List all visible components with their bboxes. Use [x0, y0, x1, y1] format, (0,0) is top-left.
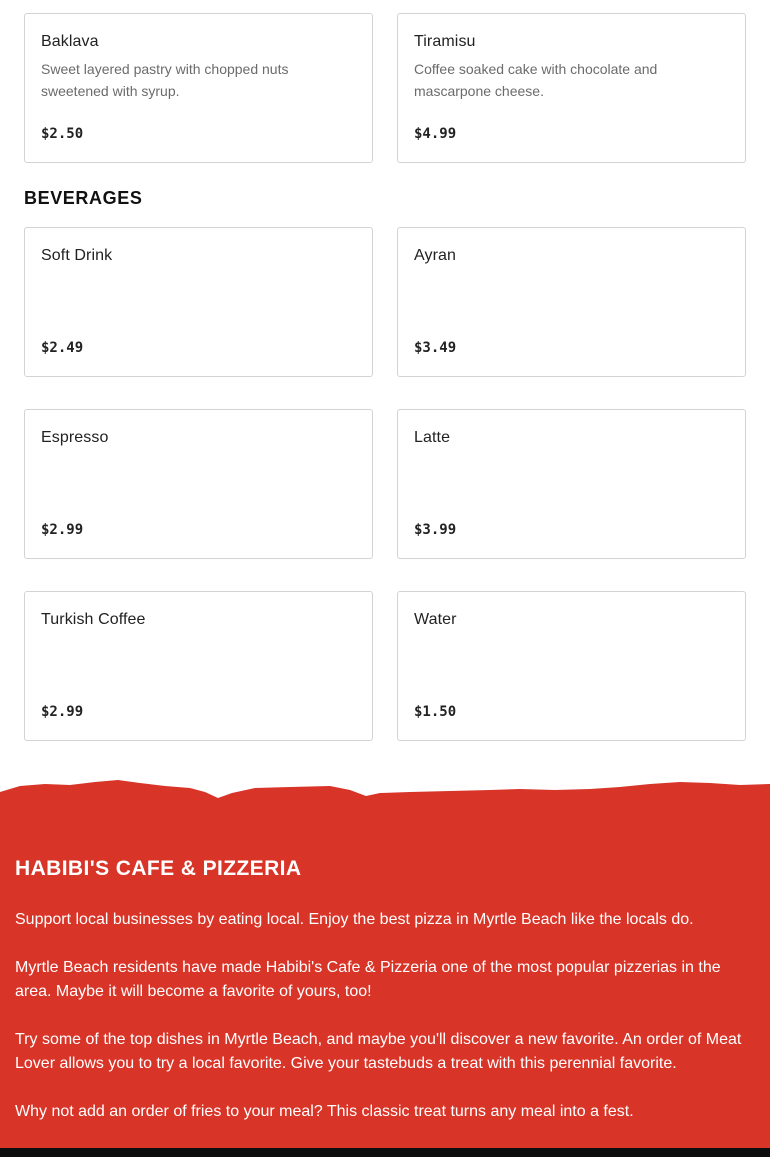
menu-item-price: $2.99 [41, 522, 84, 538]
menu-item-card-water[interactable] [397, 591, 746, 741]
footer-title: HABIBI'S CAFE & PIZZERIA [15, 857, 302, 880]
menu-item-name: Espresso [41, 429, 109, 446]
menu-item-card-baklava[interactable] [24, 13, 373, 163]
menu-item-price: $4.99 [414, 126, 457, 142]
section-title-beverages: BEVERAGES [24, 188, 143, 208]
menu-item-card-ayran[interactable] [397, 227, 746, 377]
footer-content [15, 856, 755, 1124]
desserts-grid [24, 13, 746, 163]
menu-item-price: $3.49 [414, 340, 457, 356]
menu-item-card-espresso[interactable] [24, 409, 373, 559]
menu-item-card-soft-drink[interactable] [24, 227, 373, 377]
menu-item-name: Baklava [41, 33, 99, 50]
menu-item-name: Latte [414, 429, 451, 446]
menu-item-name: Ayran [414, 247, 457, 264]
menu-item-price: $2.99 [41, 704, 84, 720]
menu-item-price: $2.49 [41, 340, 84, 356]
menu-item-name: Water [414, 611, 457, 628]
menu-item-name: Soft Drink [41, 247, 113, 264]
menu-item-name: Tiramisu [414, 33, 476, 50]
menu-item-price: $3.99 [414, 522, 457, 538]
menu-item-price: $2.50 [41, 126, 84, 142]
footer-bottom-bar [0, 1148, 770, 1157]
menu-item-card-turkish-coffee[interactable] [24, 591, 373, 741]
beverages-grid [24, 227, 746, 741]
footer-paragraph: Try some of the top dishes in Myrtle Beach, and maybe you'll discover a new favorite. An order of Meat Lover allows you to try a local favorite. Give your tastebuds a treat with this perennial favorite. [15, 1031, 742, 1072]
site-footer [0, 776, 770, 1157]
menu-item-card-tiramisu[interactable] [397, 13, 746, 163]
menu-item-description: Sweet layered pastry with chopped nuts sweetened with syrup. [41, 61, 289, 99]
menu-item-price: $1.50 [414, 704, 457, 720]
footer-paragraph: Myrtle Beach residents have made Habibi's Cafe & Pizzeria one of the most popular pizzerias in the area. Maybe it will become a favorite of yours, too! [15, 959, 721, 1000]
menu-item-description: Coffee soaked cake with chocolate and mascarpone cheese. [414, 61, 658, 99]
footer-paragraph: Why not add an order of fries to your meal? This classic treat turns any meal into a fest. [15, 1103, 634, 1120]
menu-item-name: Turkish Coffee [41, 611, 146, 628]
footer-paragraph: Support local businesses by eating local. Enjoy the best pizza in Myrtle Beach like the locals do. [15, 911, 694, 928]
menu-item-card-latte[interactable] [397, 409, 746, 559]
